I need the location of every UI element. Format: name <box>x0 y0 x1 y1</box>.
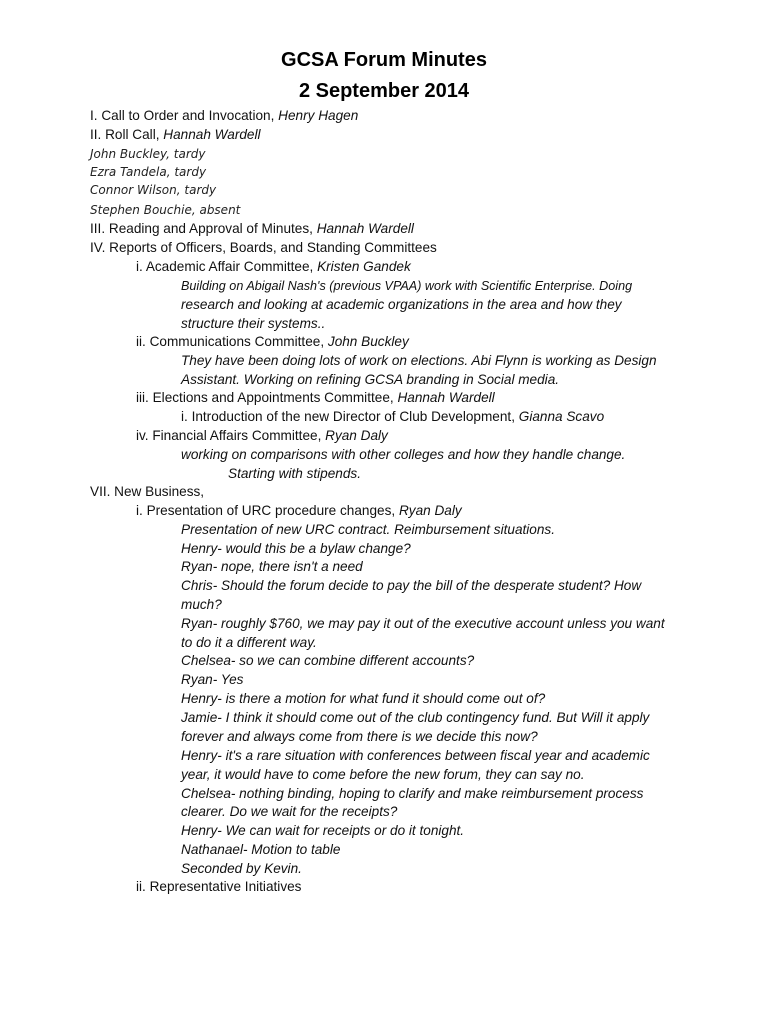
presenter-name: Gianna Scavo <box>518 409 605 424</box>
discussion-line: year, it would have to come before the new forum, they can say no. <box>181 767 585 782</box>
presenter-name: Hannah Wardell <box>163 127 261 142</box>
report-item: i. Introduction of the new Director of Club Development, Gianna Scavo <box>181 409 605 424</box>
report-text: They have been doing lots of work on elections. Abi Flynn is working as Design <box>181 353 657 368</box>
report-text: working on comparisons with other colleges and how they handle change. <box>181 447 626 462</box>
committee-communications: ii. Communications Committee, John Buckley <box>136 334 409 349</box>
discussion-line: Henry- would this be a bylaw change? <box>181 541 411 556</box>
agenda-call-to-order: I. Call to Order and Invocation, Henry Hagen <box>90 108 359 123</box>
discussion-line: Chris- Should the forum decide to pay the bill of the desperate student? How <box>181 578 642 593</box>
agenda-new-business: VII. New Business, <box>90 484 205 499</box>
document-title: GCSA Forum Minutes <box>281 49 487 71</box>
report-text: research and looking at academic organizations in the area and how they <box>181 297 622 312</box>
report-text: Assistant. Working on refining GCSA branding in Social media. <box>181 372 560 387</box>
document-date: 2 September 2014 <box>298 80 470 102</box>
discussion-line: Chelsea- so we can combine different accounts? <box>181 653 475 668</box>
roll-call-entry: Ezra Tandela, tardy <box>90 165 207 179</box>
discussion-line: Henry- is there a motion for what fund it should come out of? <box>181 691 546 706</box>
new-business-item: ii. Representative Initiatives <box>136 879 302 894</box>
presenter-name: Hannah Wardell <box>397 390 495 405</box>
committee-academic: i. Academic Affair Committee, Kristen Gandek <box>136 259 411 274</box>
committee-financial: iv. Financial Affairs Committee, Ryan Daly <box>136 428 388 443</box>
discussion-line: Chelsea- nothing binding, hoping to clarify and make reimbursement process <box>181 786 644 801</box>
agenda-reading-minutes: III. Reading and Approval of Minutes, Hannah Wardell <box>90 221 414 236</box>
presenter-name: Hannah Wardell <box>316 221 414 236</box>
committee-elections: iii. Elections and Appointments Committee, Hannah Wardell <box>136 390 495 405</box>
discussion-line: Nathanael- Motion to table <box>181 842 341 857</box>
discussion-line: Ryan- nope, there isn't a need <box>181 559 363 574</box>
presenter-name: Ryan Daly <box>398 503 462 518</box>
discussion-line: Presentation of new URC contract. Reimbursement situations. <box>181 522 555 537</box>
discussion-line: Ryan- roughly $760, we may pay it out of the executive account unless you want <box>181 616 665 631</box>
discussion-line: much? <box>181 597 222 612</box>
roll-call-entry: Connor Wilson, tardy <box>90 183 217 197</box>
new-business-item: i. Presentation of URC procedure changes, Ryan Daly <box>136 503 462 518</box>
discussion-line: Seconded by Kevin. <box>181 861 302 876</box>
discussion-line: to do it a different way. <box>181 635 317 650</box>
roll-call-entry: John Buckley, tardy <box>90 147 206 161</box>
discussion-line: clearer. Do we wait for the receipts? <box>181 804 398 819</box>
discussion-line: Henry- it's a rare situation with conferences between fiscal year and academic <box>181 748 650 763</box>
report-text: Building on Abigail Nash's (previous VPAA) work with Scientific Enterprise. Doing <box>181 279 633 293</box>
presenter-name: Ryan Daly <box>325 428 388 443</box>
discussion-line: Jamie- I think it should come out of the club contingency fund. But Will it apply <box>181 710 650 725</box>
report-text: Starting with stipends. <box>228 466 361 481</box>
agenda-roll-call: II. Roll Call, Hannah Wardell <box>90 127 261 142</box>
presenter-name: Kristen Gandek <box>317 259 411 274</box>
discussion-line: Ryan- Yes <box>181 672 244 687</box>
discussion-line: Henry- We can wait for receipts or do it tonight. <box>181 823 465 838</box>
agenda-reports-heading: IV. Reports of Officers, Boards, and Standing Committees <box>90 240 437 255</box>
presenter-name: Henry Hagen <box>278 108 359 123</box>
roll-call-entry: Stephen Bouchie, absent <box>90 203 241 217</box>
report-text: structure their systems.. <box>181 316 326 331</box>
discussion-line: forever and always come from there is we decide this now? <box>181 729 538 744</box>
presenter-name: John Buckley <box>327 334 409 349</box>
